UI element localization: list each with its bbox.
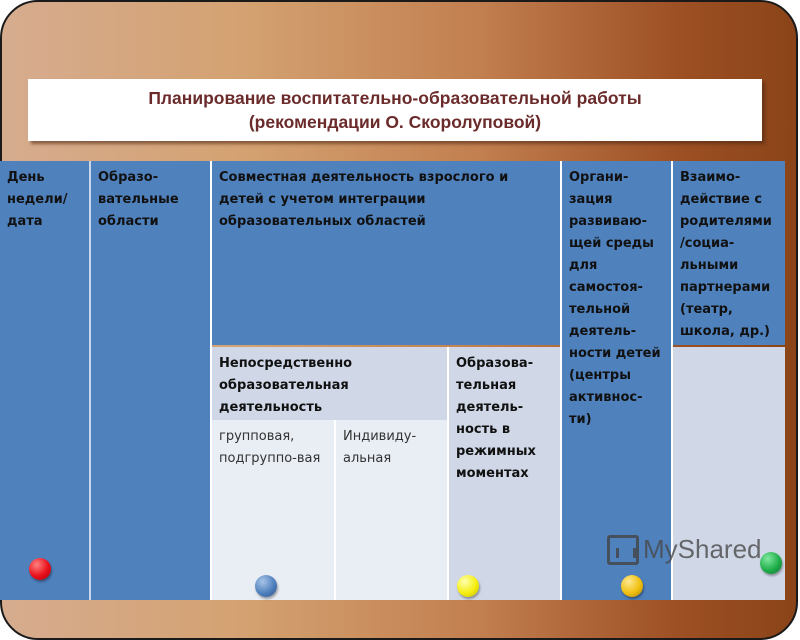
header-joint-label: Совместная деятельность взрослого и детей с учетом интеграции образовательных областей xyxy=(219,170,509,229)
title-box xyxy=(28,79,762,141)
green-ball-icon xyxy=(760,552,782,574)
header-joint-activity xyxy=(212,161,560,345)
blue-ball-icon xyxy=(255,575,277,597)
slide-title-line2: (рекомендации О. Скоролуповой) xyxy=(248,112,542,132)
subheader-direct-label: Непосредственно образовательная деятельность xyxy=(219,356,353,415)
header-day-label: День недели/ дата xyxy=(7,170,68,229)
cell-group-label: групповая, подгруппо-вая xyxy=(219,429,321,466)
header-areas-label: Образо-вательные области xyxy=(98,170,179,229)
header-areas xyxy=(91,161,210,600)
watermark-text: MyShared xyxy=(643,534,762,564)
header-day xyxy=(0,161,89,600)
cell-group xyxy=(212,420,334,600)
cell-individual xyxy=(336,420,447,600)
subheader-routine-activity xyxy=(449,347,560,600)
gold-ball-icon xyxy=(621,575,643,597)
subheader-routine-label: Образова-тельная деятель-ность в режимных моментах xyxy=(456,356,536,481)
header-interaction xyxy=(673,161,785,345)
header-environment-label: Органи-зация развиваю-щей среды для самостоя-тельной деятель-ности детей (центры активнос-ти) xyxy=(569,170,661,427)
red-ball-icon xyxy=(29,558,51,580)
watermark xyxy=(607,534,762,565)
yellow-ball-icon xyxy=(457,575,479,597)
header-interaction-label: Взаимо-действие с родителями /социа-льными партнерами (театр, школа, др.) xyxy=(680,170,772,339)
presentation-board-icon xyxy=(607,535,639,565)
cell-individual-label: Индивиду-альная xyxy=(343,429,417,466)
slide-title-line1: Планирование воспитательно-образовательной работы xyxy=(148,88,642,108)
subheader-direct-activity xyxy=(212,347,447,420)
